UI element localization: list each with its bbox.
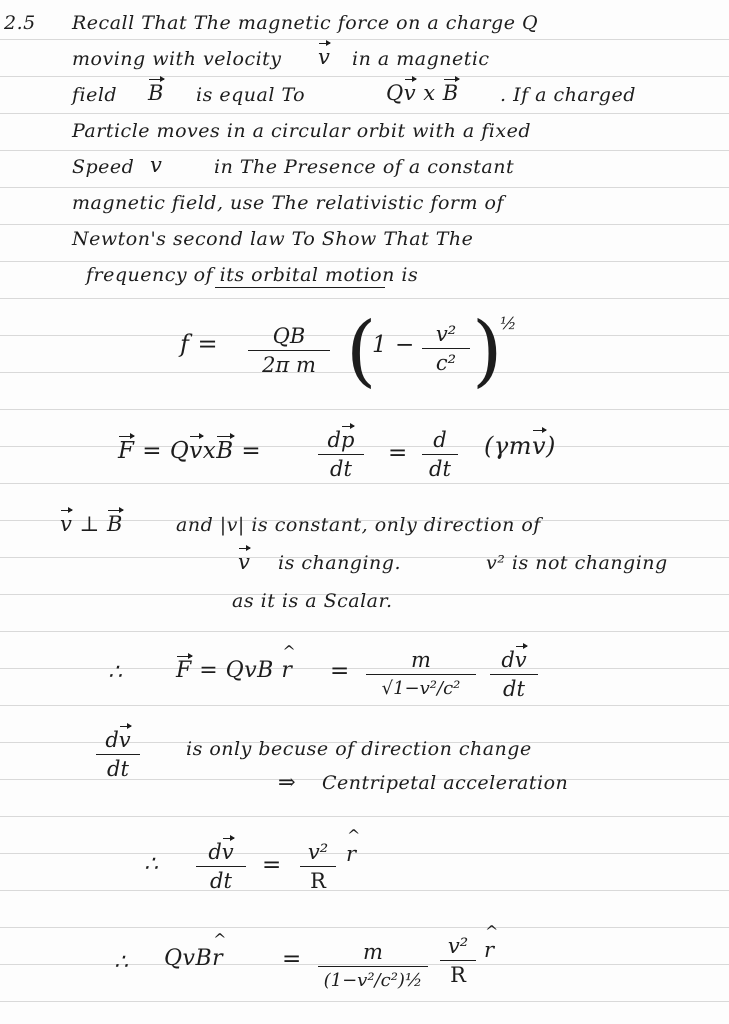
problem-line-3b: is equal To [196, 84, 306, 106]
formula4-therefore: ∴ [144, 852, 159, 877]
note1-line1: and |v| is constant, only direction of [176, 514, 541, 536]
formula5-r-hat: ^ r [484, 938, 495, 962]
formula1-inner-numerator: v² [435, 322, 457, 346]
velocity-vector: v [318, 45, 331, 69]
formula3-gamma-m: m √1−v²/c² [366, 648, 476, 701]
cross-product-formula: Qv x B [386, 81, 459, 105]
formula2-gamma-mv: (γmv) [484, 432, 556, 460]
formula1-inner-fraction-bar [422, 348, 470, 349]
note1-line2c: v² is not changing [486, 552, 668, 574]
problem-line-2a: moving with velocity [72, 48, 282, 70]
problem-line-5b: in The Presence of a constant [214, 156, 515, 178]
speed-symbol: v [150, 153, 163, 177]
problem-line-8: frequency of its orbital motion is [86, 264, 419, 286]
formula2-lhs: F = QvxB = [118, 438, 262, 464]
formula4-r-hat: ^ r [346, 842, 357, 866]
problem-line-7: Newton's second law To Show That The [72, 228, 474, 250]
note1-line3: as it is a Scalar. [232, 590, 393, 612]
problem-line-2b: in a magnetic [352, 48, 490, 70]
field-vector: B [148, 81, 164, 105]
problem-line-3a: field [72, 84, 118, 106]
problem-line-3c: . If a charged [500, 84, 636, 106]
problem-line-4: Particle moves in a circular orbit with a fixed [72, 120, 531, 142]
formula2-d-dt: d dt [422, 428, 458, 481]
formula4-v2-R: v² R [300, 840, 336, 893]
problem-line-5a: Speed [72, 156, 135, 178]
note1-line2b: is changing. [278, 552, 401, 574]
note2-text: is only becuse of direction change [186, 738, 532, 760]
formula1-denominator: 2π m [262, 353, 316, 377]
formula1-close-paren: ) [472, 306, 503, 396]
note2-result: Centripetal acceleration [322, 772, 569, 794]
formula5-eq: = [282, 946, 302, 972]
formula1-inner-denominator: c² [435, 351, 457, 375]
note2-dv-dt: dv dt [96, 728, 140, 781]
formula1-inner: 1 − [372, 332, 415, 358]
formula5-lhs: QvB^ r [164, 946, 223, 971]
formula1-inner-fraction [422, 322, 470, 375]
formula4-eq: = [262, 852, 282, 878]
formula1-fraction [248, 324, 330, 377]
formula1-numerator: QB [272, 324, 306, 348]
formula5-therefore: ∴ [114, 950, 129, 975]
formula4-dv-dt: dv dt [196, 840, 246, 893]
formula5-v2-R: v² R [440, 934, 476, 987]
formula3-lhs: F = QvB ^ r [176, 658, 292, 683]
formula1-open-paren: ( [346, 306, 377, 396]
formula5-gamma-m: m (1−v²/c²)½ [318, 940, 428, 993]
note2-arrow: ⇒ [278, 770, 297, 794]
formula1-lhs: f = [180, 330, 219, 358]
formula3-dv-dt: dv dt [490, 648, 538, 701]
problem-line-1: Recall That The magnetic force on a charge Q [72, 12, 539, 34]
formula1-fraction-bar [248, 350, 330, 351]
formula2-eq: = [388, 440, 408, 466]
problem-line-6: magnetic field, use The relativistic form of [72, 192, 504, 214]
formula3-therefore: ∴ [108, 660, 123, 685]
formula1-exponent: ½ [500, 314, 517, 334]
formula2-dp-dt: dp dt [318, 428, 364, 481]
underline-orbital-motion [215, 287, 385, 288]
formula3-eq: = [330, 658, 350, 684]
note1-perpendicular: v ⊥ B [60, 512, 123, 536]
problem-number: 2.5 [4, 12, 36, 34]
note1-v-vector: v [238, 550, 251, 574]
